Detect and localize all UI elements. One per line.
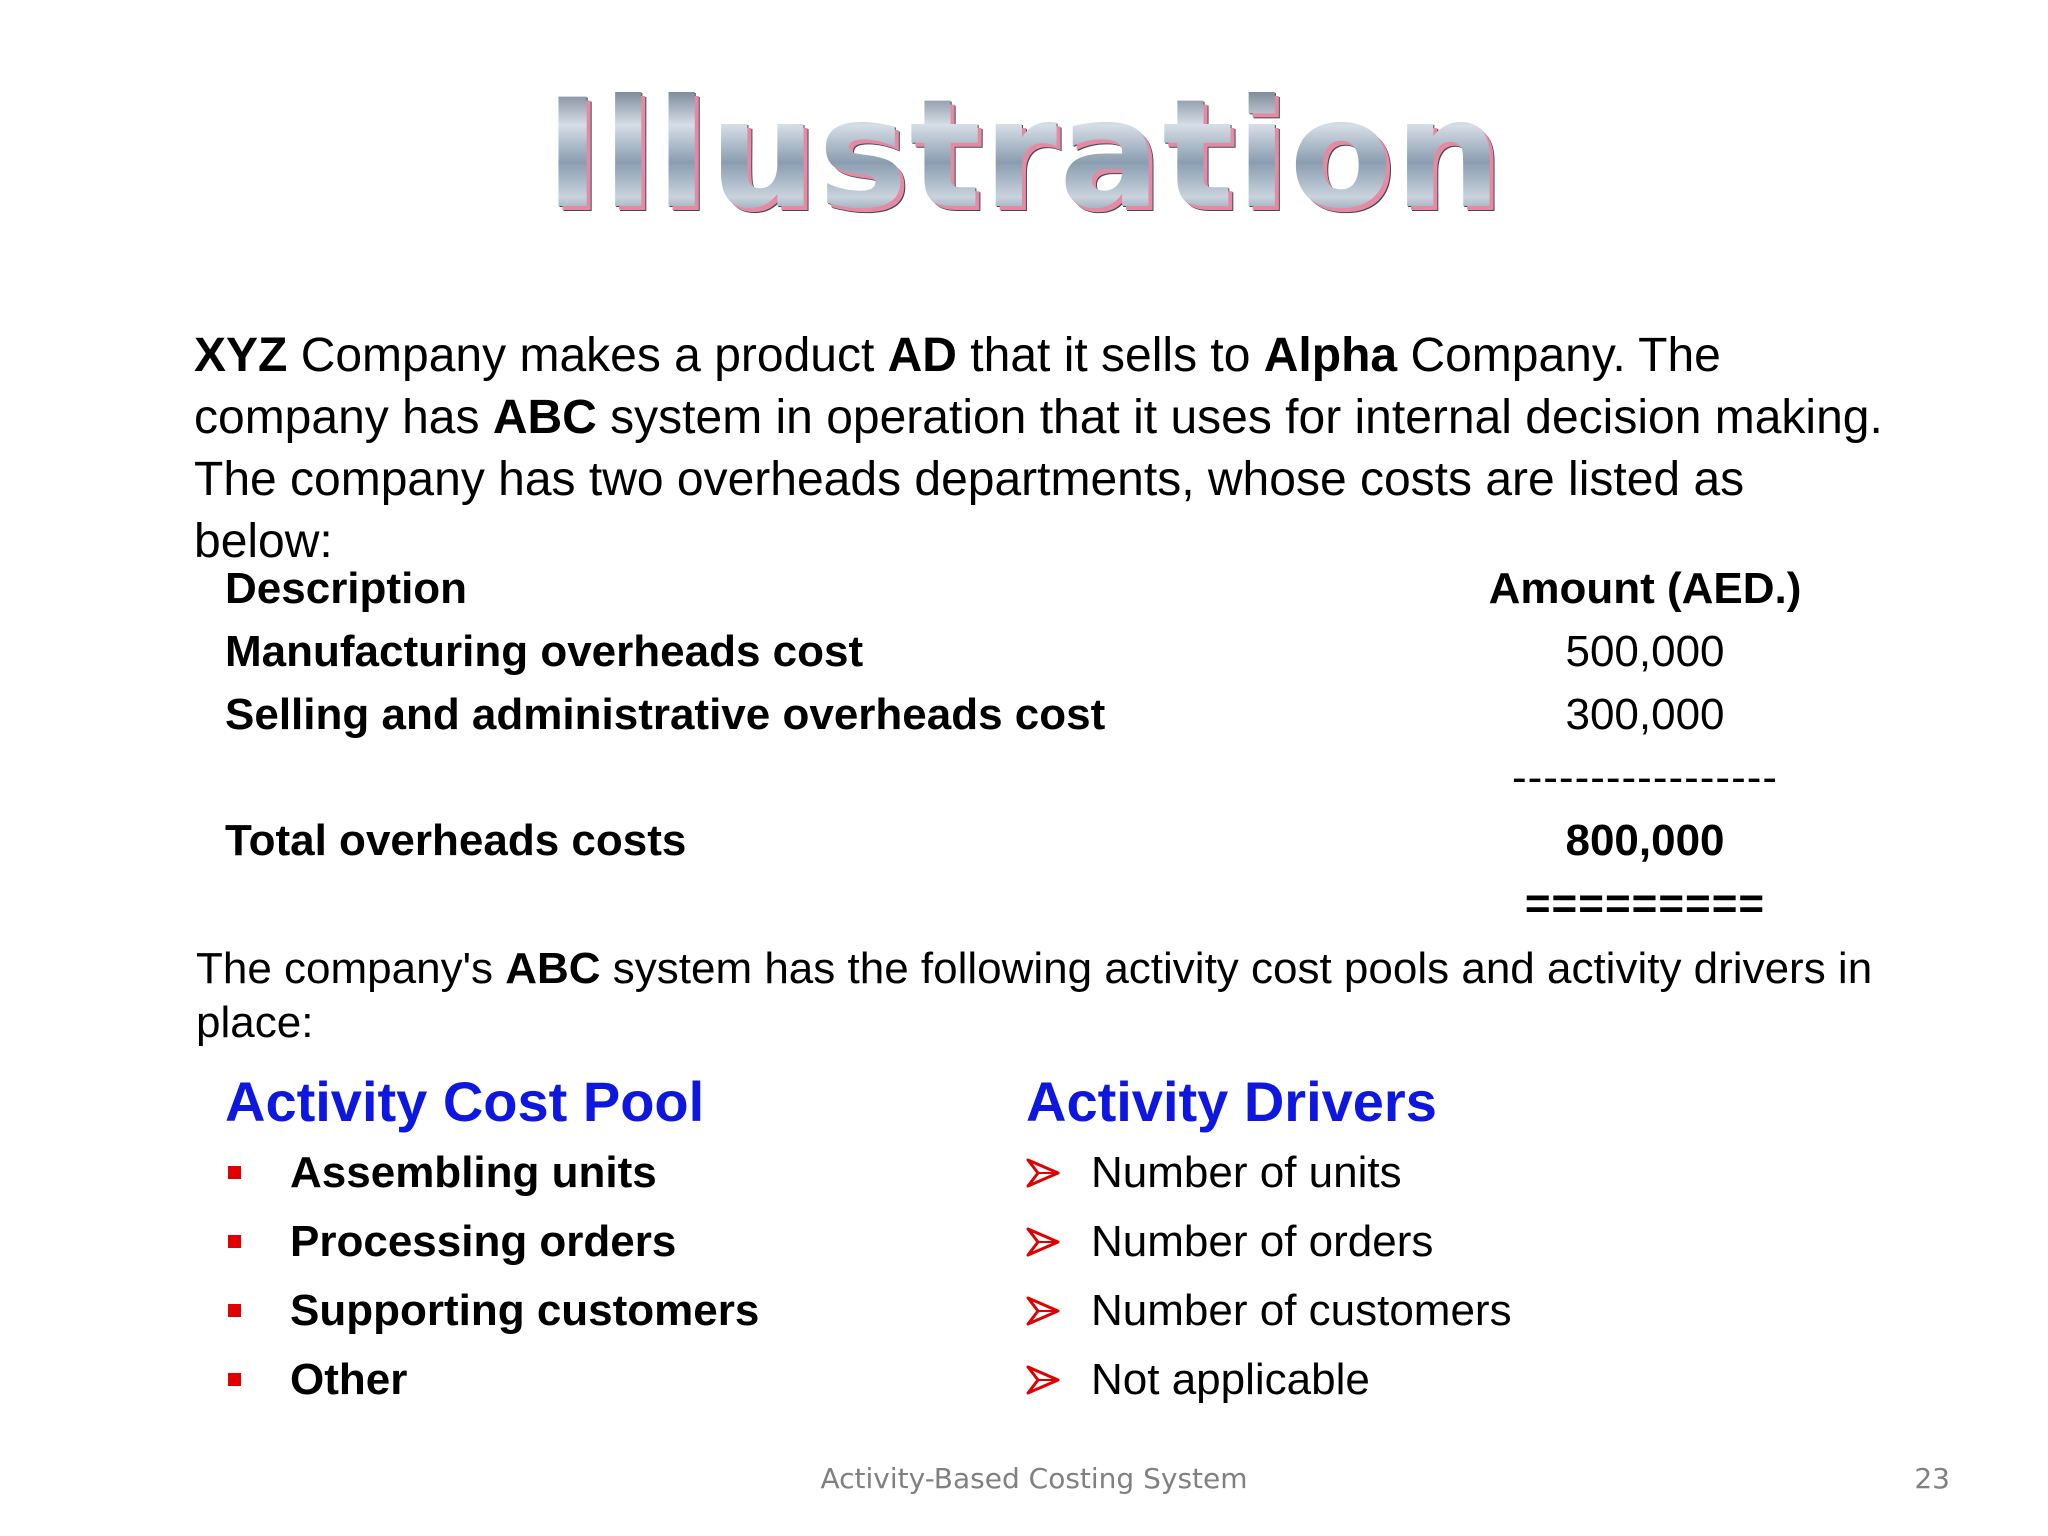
intro-text-3: Company. The company has <box>194 329 1721 444</box>
square-bullet-icon <box>228 1166 241 1179</box>
abc-paragraph <box>196 942 1896 1050</box>
intro-text-2: that it sells to <box>956 329 1264 382</box>
list-item <box>1026 1138 1926 1207</box>
row-description: Manufacturing overheads cost <box>225 627 864 676</box>
row-amount: 500,000 <box>1565 627 1725 676</box>
list-item <box>1026 1345 1926 1414</box>
total-amount: 800,000 <box>1565 816 1725 865</box>
intro-text-1: Company makes a product <box>287 329 888 382</box>
drivers-column <box>1026 1066 1926 1414</box>
header-description: Description <box>225 564 468 613</box>
intro-text-4: system in operation that it uses for internal decision making. The company has two overheads departments, whose costs are listed as below: <box>194 391 1883 568</box>
para2-text-1: The company's <box>196 944 506 993</box>
double-rule-row <box>225 872 1865 935</box>
total-double-rule: ========= <box>1524 879 1766 928</box>
arrow-bullet-icon <box>1026 1156 1060 1190</box>
driver-label: Number of customers <box>1091 1286 1512 1335</box>
row-amount: 300,000 <box>1565 690 1725 739</box>
cost-pool-label: Processing orders <box>290 1217 677 1266</box>
cost-pool-heading: Activity Cost Pool <box>225 1070 705 1133</box>
row-description: Selling and administrative overheads cost <box>225 690 1106 739</box>
total-row <box>225 809 1865 872</box>
list-item <box>225 1345 985 1414</box>
list-item <box>225 1276 985 1345</box>
list-item <box>1026 1207 1926 1276</box>
product-name: AD <box>887 329 957 382</box>
driver-label: Number of units <box>1091 1148 1402 1197</box>
drivers-heading: Activity Drivers <box>1026 1070 1437 1133</box>
company-name: XYZ <box>194 329 288 382</box>
customer-name: Alpha <box>1263 329 1398 382</box>
slide-title: Illustration <box>0 80 2048 230</box>
drivers-list <box>1026 1138 1926 1414</box>
arrow-bullet-icon <box>1026 1294 1060 1328</box>
table-header-row <box>225 557 1865 620</box>
square-bullet-icon <box>228 1235 241 1248</box>
para2-text-2: system has the following activity cost pools and activity drivers in place: <box>196 944 1873 1047</box>
arrow-bullet-icon <box>1026 1363 1060 1397</box>
driver-label: Number of orders <box>1091 1217 1434 1266</box>
separator-row <box>225 746 1865 809</box>
subtotal-separator: ----------------- <box>1511 753 1779 802</box>
list-item <box>1026 1276 1926 1345</box>
cost-pool-label: Supporting customers <box>290 1286 760 1335</box>
list-item <box>225 1207 985 1276</box>
para2-system-name: ABC <box>505 944 601 993</box>
table-row <box>225 683 1865 746</box>
page-number: 23 <box>1914 1462 1950 1495</box>
intro-paragraph <box>194 325 1894 573</box>
system-name: ABC <box>492 391 597 444</box>
total-description: Total overheads costs <box>225 816 687 865</box>
square-bullet-icon <box>228 1304 241 1317</box>
cost-pool-label: Other <box>290 1355 408 1404</box>
cost-pool-label: Assembling units <box>290 1148 657 1197</box>
overheads-table <box>225 557 1865 935</box>
cost-pool-list <box>225 1138 985 1414</box>
arrow-bullet-icon <box>1026 1225 1060 1259</box>
driver-label: Not applicable <box>1091 1355 1370 1404</box>
header-amount: Amount (AED.) <box>1488 564 1802 613</box>
list-item <box>225 1138 985 1207</box>
footer-text: Activity-Based Costing System <box>820 1462 1248 1495</box>
cost-pool-column <box>225 1066 985 1414</box>
square-bullet-icon <box>228 1373 241 1386</box>
table-row <box>225 620 1865 683</box>
